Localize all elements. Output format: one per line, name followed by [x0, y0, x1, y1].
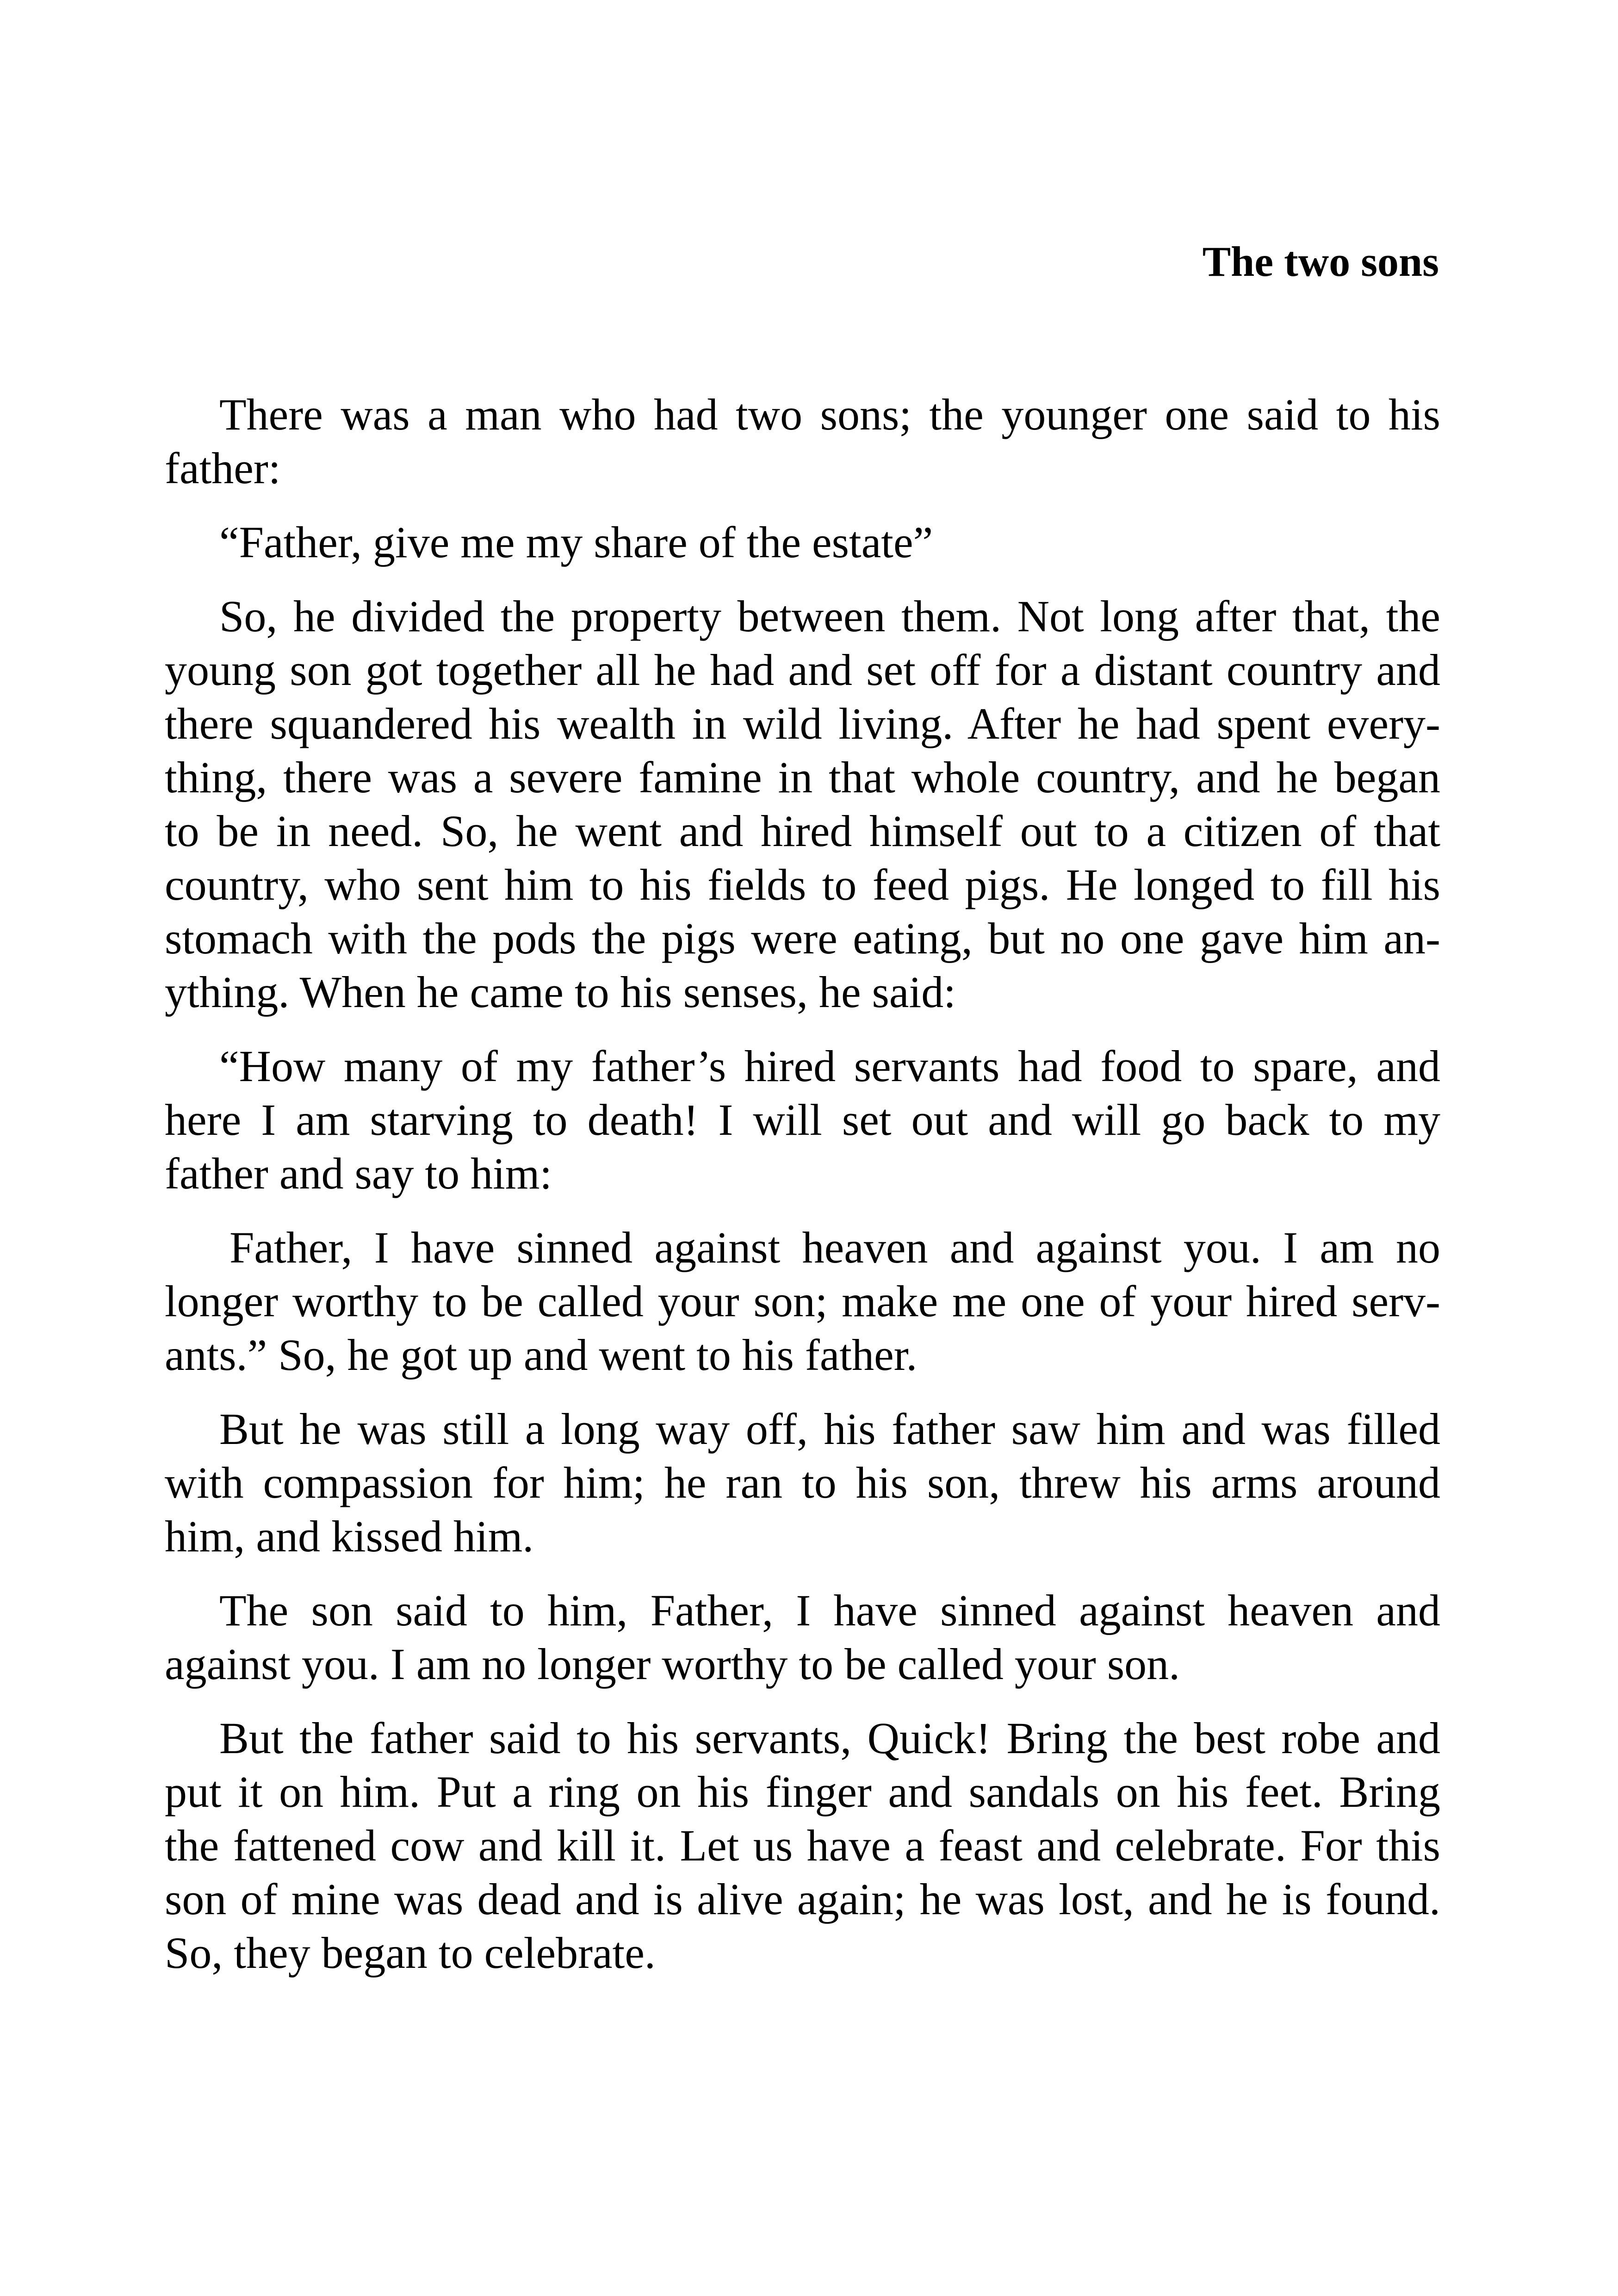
text-line: father and say to him: — [165, 1149, 552, 1198]
text-line: country, who sent him to his fields to feed pigs. He longed to fill his — [165, 860, 1440, 909]
text-line: against you. I am no longer worthy to be called your son. — [165, 1639, 1180, 1689]
text-line: The son said to him, Father, I have sinned against heaven and — [219, 1586, 1440, 1635]
text-line: father: — [165, 443, 281, 493]
text-line: ants.” So, he got up and went to his father. — [165, 1330, 917, 1380]
text-line: with compassion for him; he ran to his son, threw his arms around — [165, 1458, 1440, 1507]
text-line: thing, there was a severe famine in that whole country, and he began — [165, 753, 1440, 802]
text-line: Father, I have sinned against heaven and against you. I am no — [229, 1223, 1440, 1272]
text-line: him, and kissed him. — [165, 1512, 534, 1561]
text-line: son of mine was dead and is alive again; he was lost, and he is found. — [165, 1874, 1440, 1924]
paragraph — [165, 516, 1440, 569]
paragraph — [165, 1402, 1440, 1563]
paragraph — [165, 1039, 1440, 1201]
page-title: The two sons — [1202, 238, 1439, 285]
text-line: So, they began to celebrate. — [165, 1928, 656, 1978]
text-line: “Father, give me my share of the estate” — [219, 517, 933, 567]
story-body — [165, 388, 1440, 2000]
paragraph — [165, 590, 1440, 1019]
text-line: young son got together all he had and set off for a distant country and — [165, 645, 1440, 695]
text-line: here I am starving to death! I will set out and will go back to my — [165, 1095, 1440, 1145]
paragraph — [165, 1711, 1440, 1980]
text-line: longer worthy to be called your son; make me one of your hired serv- — [165, 1276, 1440, 1326]
text-line: But he was still a long way off, his father saw him and was filled — [219, 1404, 1440, 1454]
text-line: put it on him. Put a ring on his finger and sandals on his feet. Bring — [165, 1767, 1440, 1817]
text-line: “How many of my father’s hired servants had food to spare, and — [219, 1041, 1440, 1091]
text-line: to be in need. So, he went and hired himself out to a citizen of that — [165, 806, 1440, 856]
text-line: stomach with the pods the pigs were eating, but no one gave him an- — [165, 914, 1440, 963]
paragraph — [165, 388, 1440, 495]
text-line: ything. When he came to his senses, he said: — [165, 967, 956, 1017]
paragraph — [165, 1221, 1440, 1382]
text-line: there squandered his wealth in wild living. After he had spent every- — [165, 699, 1440, 748]
text-line: There was a man who had two sons; the younger one said to his — [219, 390, 1440, 439]
text-line: But the father said to his servants, Quick! Bring the best robe and — [219, 1713, 1440, 1763]
text-line: the fattened cow and kill it. Let us have a feast and celebrate. For this — [165, 1821, 1440, 1870]
text-line: So, he divided the property between them. Not long after that, the — [219, 591, 1440, 641]
paragraph — [165, 1584, 1440, 1691]
